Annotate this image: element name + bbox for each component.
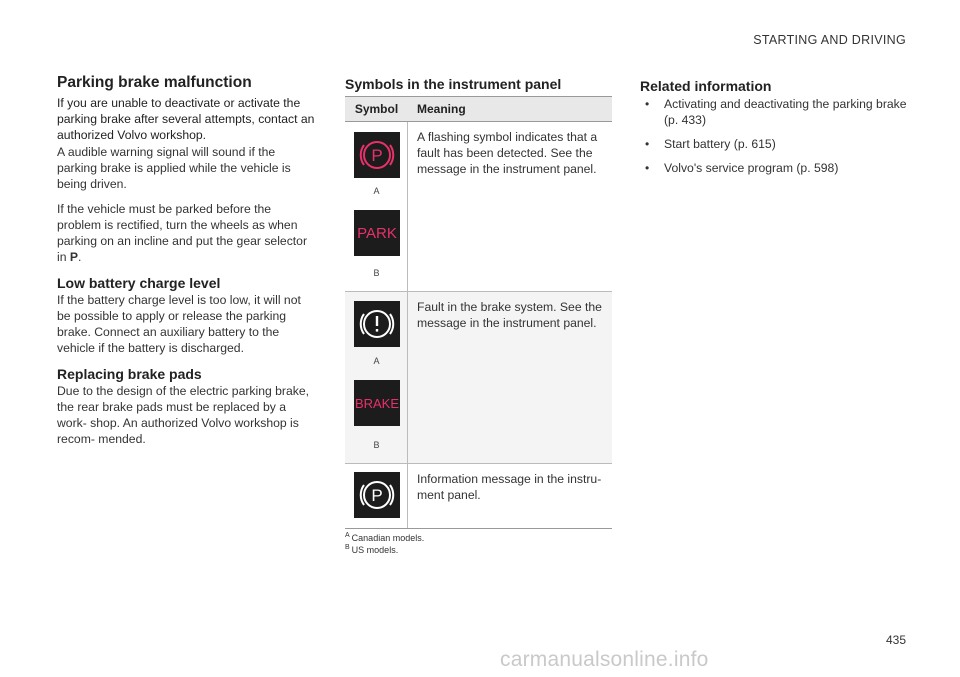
symbols-table (345, 96, 612, 529)
related-information (640, 78, 910, 184)
svg-text:P: P (371, 486, 383, 505)
footnote-text: Canadian models. (351, 533, 425, 543)
symbol-note-b: B (373, 268, 380, 278)
brake-text-icon (354, 380, 400, 426)
column-header-symbol: Symbol (354, 102, 399, 116)
low-battery-heading: Low battery charge level (57, 275, 221, 291)
symbol-cell (345, 122, 408, 291)
related-link[interactable]: • Start battery (p. 615) (640, 136, 910, 152)
section-header: STARTING AND DRIVING (753, 33, 906, 47)
symbols-table-header (345, 97, 612, 122)
brake-icon-label: BRAKE (354, 395, 400, 411)
footnote-text: US models. (351, 545, 399, 555)
table-footnotes (345, 531, 424, 555)
column-header-meaning: Meaning (417, 102, 466, 116)
malfunction-paragraph-2-text: If the vehicle must be parked before the problem is rectified, turn the wheels as when parking on an incline and put the gear selector in (57, 202, 308, 264)
parking-brake-info-icon (354, 472, 400, 518)
low-battery-text: If the battery charge level is too low, it will not be possible to apply or release the parking brake. Connect an auxiliary battery to the vehicle if the battery is discharged. (57, 293, 301, 355)
related-heading: Related information (640, 78, 772, 94)
footnote-a (345, 531, 424, 543)
symbols-heading: Symbols in the instrument panel (345, 76, 562, 92)
table-row (345, 122, 612, 292)
main-text-column (57, 74, 317, 456)
brake-pads-heading: Replacing brake pads (57, 366, 202, 382)
watermark-text: carmanualsonline.info (500, 648, 709, 671)
symbol-note-a: A (373, 356, 380, 366)
svg-text:P: P (371, 146, 383, 165)
brake-warning-circle-icon (354, 301, 400, 347)
meaning-cell: A flashing symbol indicates that a fault has been detected. See the message in the instrument panel. (417, 130, 598, 176)
malfunction-lead: If you are unable to deactivate or activate the parking brake after several attempts, contact an authorized Volvo workshop. (57, 96, 315, 142)
parking-brake-circle-icon (354, 132, 400, 178)
park-icon-label: PARK (357, 224, 397, 242)
malfunction-heading: Parking brake malfunction (57, 74, 252, 91)
symbol-cell (345, 292, 408, 463)
malfunction-paragraph-2-end: . (78, 250, 82, 264)
symbol-note-b: B (373, 440, 380, 450)
table-row (345, 464, 612, 529)
malfunction-paragraph-1: A audible warning signal will sound if the parking brake is applied while the vehicle is being driven. (57, 145, 291, 191)
related-link[interactable]: • Activating and deactivating the parking brake (p. 433) (640, 96, 910, 128)
meaning-cell: Fault in the brake system. See the message in the instrument panel. (417, 300, 602, 330)
symbol-note-a: A (373, 186, 380, 196)
symbol-cell (345, 464, 408, 528)
meaning-cell: Information message in the instru- ment panel. (417, 472, 602, 502)
gear-p-label: P (69, 250, 79, 264)
brake-pads-text: Due to the design of the electric parking brake, the rear brake pads must be replaced by a work- shop. An authorized Volvo workshop is recom- mended. (57, 384, 310, 446)
footnote-mark: B (345, 544, 350, 551)
park-text-icon (354, 210, 400, 256)
table-row (345, 292, 612, 464)
footnote-b (345, 543, 424, 555)
footnote-mark: A (345, 532, 350, 539)
related-link[interactable]: • Volvo's service program (p. 598) (640, 160, 910, 176)
malfunction-paragraph-2 (57, 201, 317, 265)
page-number: 435 (885, 633, 906, 647)
related-list (640, 96, 910, 176)
